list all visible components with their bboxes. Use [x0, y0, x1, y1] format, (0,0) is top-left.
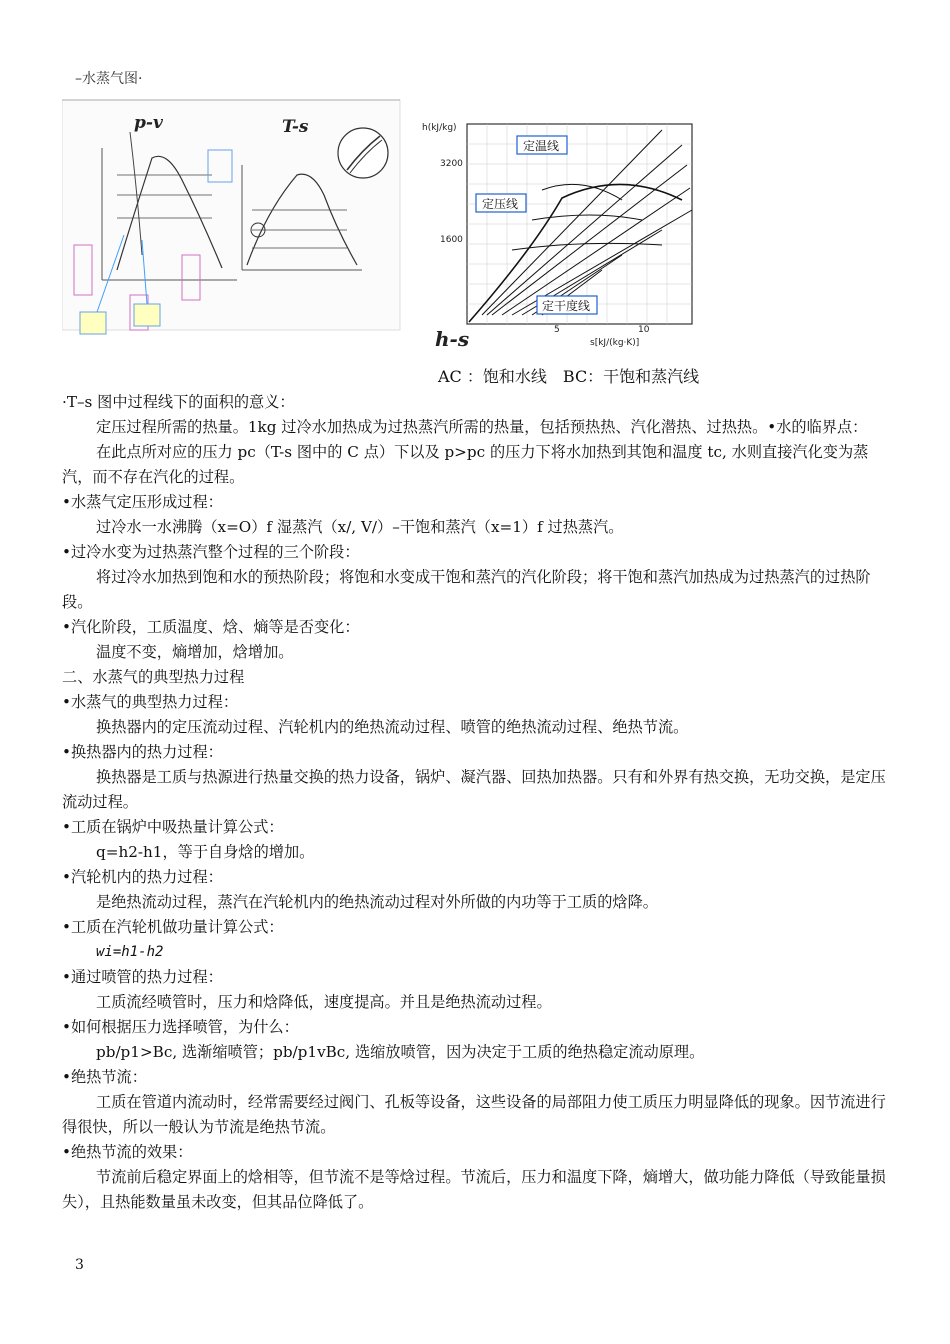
hs-y-1600: 1600	[440, 235, 463, 245]
bullet-heading: •水蒸气的典型热力过程：	[62, 693, 239, 711]
hs-box-const-t: 定温线	[523, 139, 560, 153]
body-text	[62, 390, 892, 1215]
bullet-heading: •水蒸气定压形成过程：	[62, 493, 223, 511]
bullet-heading: •如何根据压力选择喷管，为什么：	[62, 1018, 299, 1036]
paragraph: 换热器内的定压流动过程、汽轮机内的绝热流动过程、喷管的绝热流动过程、绝热节流。	[96, 718, 689, 736]
bullet-heading: •汽轮机内的热力过程：	[62, 868, 223, 886]
bullet-heading: •换热器内的热力过程：	[62, 743, 223, 761]
paragraph: 将过冷水加热到饱和水的预热阶段；将饱和水变成干饱和蒸汽的汽化阶段；将干饱和蒸汽加热成为过热蒸汽的过热阶段。	[62, 568, 871, 611]
hs-panel	[422, 123, 692, 351]
section-heading: 二、水蒸气的典型热力过程	[62, 668, 245, 686]
figure-title: –水蒸气图·	[75, 71, 143, 87]
hs-box-const-p: 定压线	[482, 197, 519, 211]
figure-caption: AC ：饱和水线 BC：干饱和蒸汽线	[438, 367, 700, 386]
hs-box-const-x: 定干度线	[542, 299, 591, 313]
hs-y-3200: 3200	[440, 159, 463, 169]
paragraph: 过冷水一水沸腾（x=O）f 湿蒸汽（x/, V/）–干饱和蒸汽（x=1）f 过热蒸汽。	[96, 518, 624, 536]
hs-x-unit: s[kJ/(kg·K)]	[590, 338, 640, 348]
paragraph: 是绝热流动过程，蒸汽在汽轮机内的绝热流动过程对外所做的内功等于工质的焓降。	[96, 893, 658, 911]
bullet-heading: •汽化阶段，工质温度、焓、熵等是否变化：	[62, 618, 360, 636]
formula: q=h2-h1，等于自身焓的增加。	[96, 843, 315, 861]
bullet-heading: •过冷水变为过热蒸汽整个过程的三个阶段：	[62, 543, 360, 561]
paragraph: 定压过程所需的热量。1kg 过冷水加热成为过热蒸汽所需的热量，包括预热热、汽化潜热、过热热。•水的临界点：	[96, 418, 868, 436]
paragraph: 在此点所对应的压力 pc（T-s 图中的 C 点）下以及 p>pc 的压力下将水加热到其饱和温度 tc, 水则直接汽化变为蒸汽，而不存在汽化的过程。	[62, 443, 869, 486]
bullet-heading: •工质在锅炉中吸热量计算公式：	[62, 818, 284, 836]
bullet-heading: •通过喷管的热力过程：	[62, 968, 223, 986]
paragraph: 节流前后稳定界面上的焓相等，但节流不是等焓过程。节流后，压力和温度下降，熵增大，做功能力降低（导致能量损失），且热能数量虽未改变，但其品位降低了。	[62, 1168, 886, 1211]
hs-y-unit: h(kJ/kg)	[422, 123, 457, 133]
paragraph: 工质在管道内流动时，经常需要经过阀门、孔板等设备，这些设备的局部阻力使工质压力明显降低的现象。因节流进行得很快，所以一般认为节流是绝热节流。	[62, 1093, 886, 1136]
heading-ts-area: ·T–s 图中过程线下的面积的意义：	[62, 393, 295, 411]
bullet-heading: •绝热节流：	[62, 1068, 147, 1086]
paragraph: 工质流经喷管时，压力和焓降低，速度提高。并且是绝热流动过程。	[96, 993, 552, 1011]
pv-ts-panel	[62, 100, 400, 334]
bullet-heading: •工质在汽轮机做功量计算公式：	[62, 918, 284, 936]
ts-label: T-s	[282, 117, 309, 137]
hs-x-10: 10	[638, 325, 650, 335]
hs-label: h-s	[435, 327, 470, 351]
pv-label: p-v	[134, 113, 163, 133]
paragraph: 温度不变，熵增加，焓增加。	[96, 643, 294, 661]
formula: wi=h1-h2	[96, 944, 164, 960]
hs-x-5: 5	[554, 325, 560, 335]
page-number: 3	[75, 1257, 84, 1273]
bullet-heading: •绝热节流的效果：	[62, 1143, 193, 1161]
steam-diagrams	[62, 70, 722, 390]
paragraph: 换热器是工质与热源进行热量交换的热力设备，锅炉、凝汽器、回热加热器。只有和外界有热交换，无功交换，是定压流动过程。	[62, 768, 886, 811]
paragraph: pb/p1>Bc, 选渐缩喷管；pb/p1vBc, 选缩放喷管，因为决定于工质的绝热稳定流动原理。	[96, 1043, 705, 1061]
